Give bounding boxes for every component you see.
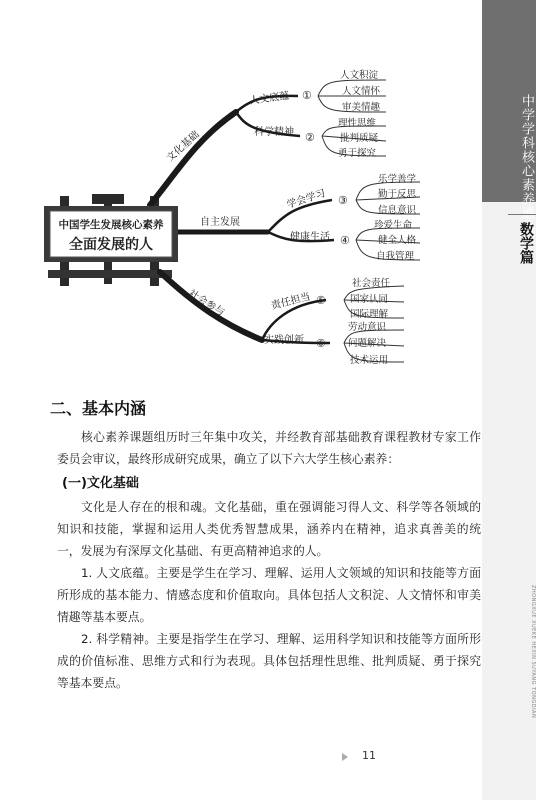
leaf-6: 乐学善学 [378,174,417,185]
leaf-17: 技术运用 [350,355,389,366]
sub-num-4: ④ [340,234,350,247]
sub-num-1: ① [302,89,312,102]
sub-label-6: 实践创新 [264,335,304,346]
leaf-9: 珍爱生命 [374,220,413,231]
leaf-5: 勇于探究 [338,148,377,159]
sub-label-3: 学会学习 [285,188,327,211]
sub-num-6: ⑥ [316,337,326,350]
sub-num-2: ② [305,131,315,144]
leaf-14: 国际理解 [350,309,389,320]
sub-label-5: 责任担当 [270,291,312,312]
sub-label-2: 科学精神 [254,127,294,138]
leaf-12: 社会责任 [352,278,391,289]
sub-label-1: 人文底蕴 [248,90,291,107]
branch-line-culture [150,112,236,205]
intro-paragraph: 核心素养课题组历时三年集中攻关，并经教育部基础教育课程教材专家工作委员会审议，最终形成研究成果，确立了以下六大学生核心素养： [57,430,481,466]
book-subtitle: 数学篇 [518,222,534,264]
book-title: 中学学科核心素养通典 [519,94,534,234]
leaf-13: 国家认同 [350,294,389,305]
leaf-1: 人文情怀 [342,86,381,97]
branch-label-autonomy: 自主发展 [200,217,240,228]
sidebar-divider [508,214,536,215]
science-paragraph: 2. 科学精神。主要是指学生在学习、理解、运用科学知识和技能等方面所形成的价值标准、思维方式和行为表现。具体包括理性思维、批判质疑、勇于探究等基本要点。 [57,632,481,690]
leaf-7: 勤于反思 [378,189,417,200]
leaf-3: 理性思维 [338,118,377,129]
leaf-10: 健全人格 [378,235,417,246]
sidebar [482,0,536,800]
leaf-11: 自我管理 [376,251,415,262]
center-title-line1: 中国学生发展核心素养 [58,219,164,231]
section1-title: (一)文化基础 [62,476,139,491]
leaf-16: 问题解决 [348,338,387,349]
leaf-2: 审美情趣 [342,102,381,113]
leaf-15: 劳动意识 [348,322,387,333]
leaf-0: 人文积淀 [340,70,379,81]
branch-label-culture: 文化基础 [164,129,202,165]
sub-label-4: 健康生活 [290,232,330,243]
sub-num-5: ⑤ [316,294,326,307]
culture-paragraph: 文化是人存在的根和魂。文化基础，重在强调能习得人文、科学等各领域的知识和技能，掌握和运用人类优秀智慧成果，涵养内在精神，追求真善美的统一，发展为有深厚文化基础、有更高精神追求的人。 [57,500,481,558]
page-number: 11 [362,749,376,762]
center-title-line2: 全面发展的人 [69,237,153,253]
leaf-8: 信息意识 [378,205,417,216]
page-arrow-icon [342,753,348,761]
leaf-4: 批判质疑 [340,133,379,144]
humanities-paragraph: 1. 人文底蕴。主要是学生在学习、理解、运用人文领域的知识和技能等方面所形成的基本能力、情感态度和价值取向。具体包括人文积淀、人文情怀和审美情趣等基本要点。 [57,566,481,624]
branch-label-social: 社会参与 [186,288,227,319]
mind-map [0,0,482,390]
sub-num-3: ③ [338,194,348,207]
book-pinyin: ZHONGXUE XUEKE HEXIN SUYANG TONGDIAN [530,585,536,719]
section-heading: 二、基本内涵 [50,399,147,418]
